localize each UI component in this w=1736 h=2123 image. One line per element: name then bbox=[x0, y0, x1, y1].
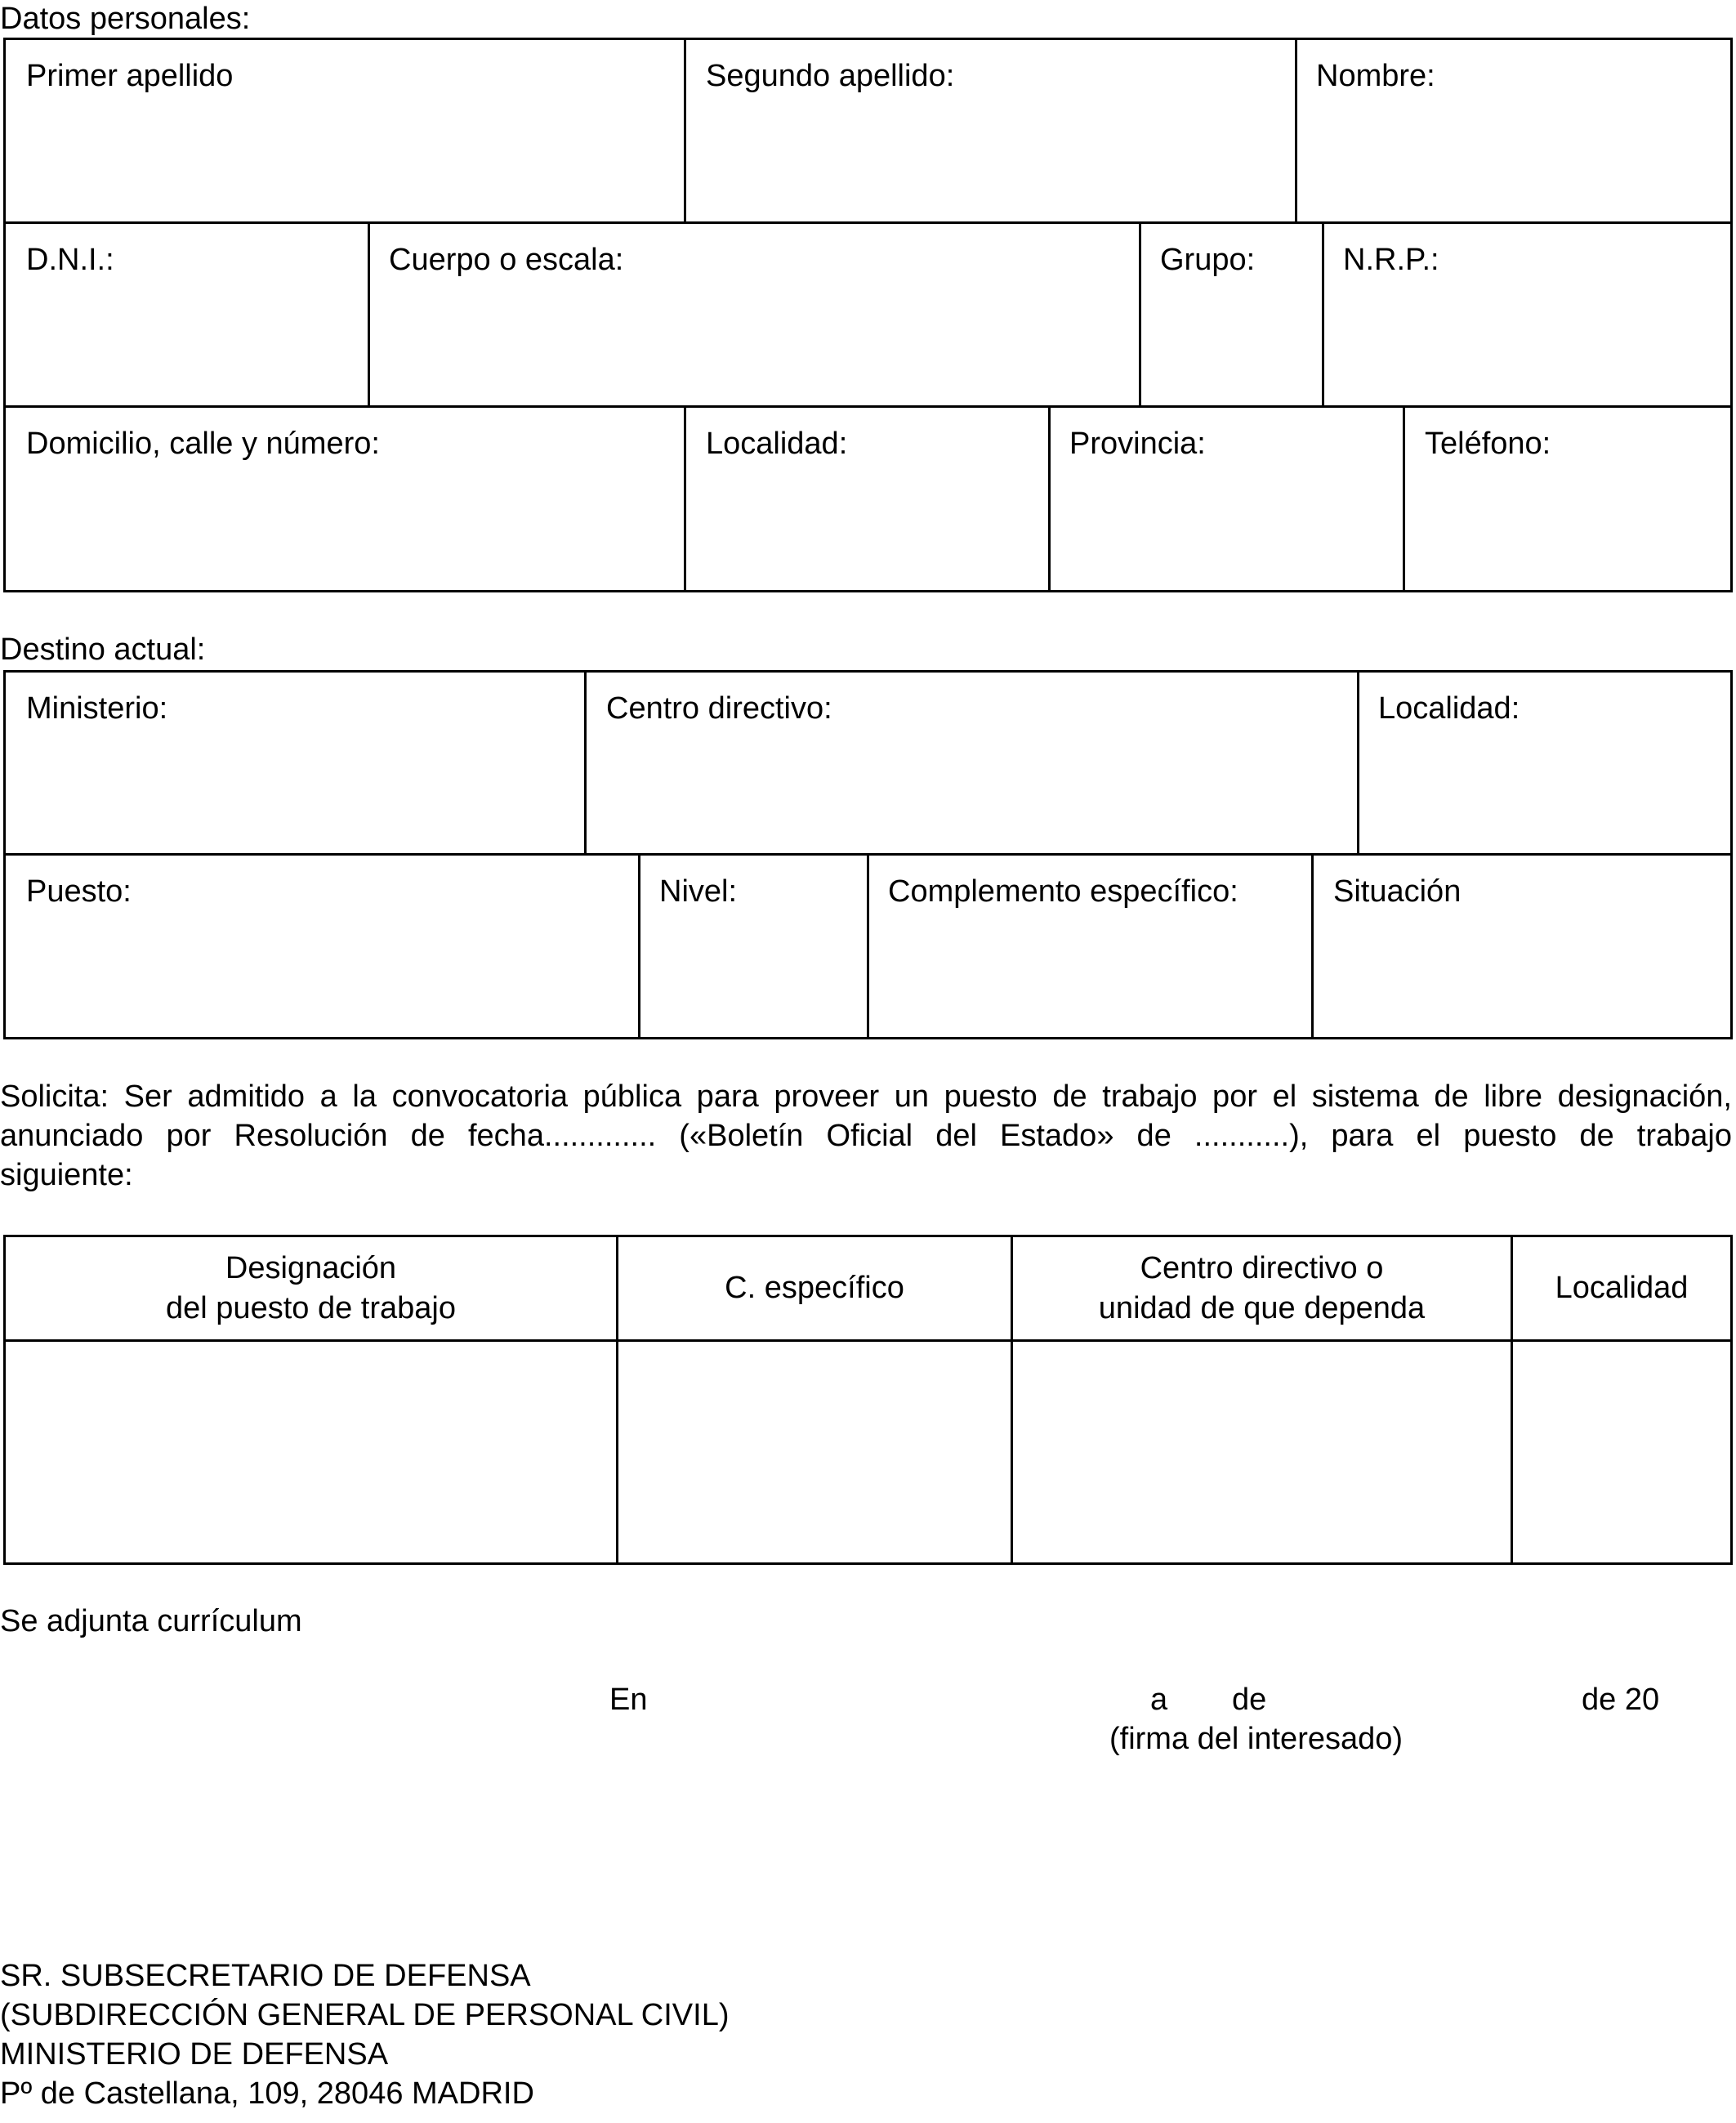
adjunta-curriculum: Se adjunta currículum bbox=[0, 1604, 302, 1638]
col-divider bbox=[1295, 38, 1297, 223]
destinatario-line-4: Pº de Castellana, 109, 28046 MADRID bbox=[0, 2076, 534, 2111]
header-c-especifico-text: C. específico bbox=[725, 1271, 904, 1306]
solicita-line-3: siguiente: bbox=[0, 1158, 133, 1192]
field-localidad[interactable]: Localidad: bbox=[706, 427, 848, 461]
col-divider bbox=[1311, 853, 1314, 1039]
firma-en: En bbox=[609, 1683, 648, 1717]
field-provincia[interactable]: Provincia: bbox=[1069, 427, 1206, 461]
field-primer-apellido[interactable]: Primer apellido bbox=[26, 59, 234, 93]
destinatario-line-2: (SUBDIRECCIÓN GENERAL DE PERSONAL CIVIL) bbox=[0, 1998, 730, 2032]
col-divider bbox=[368, 221, 370, 407]
field-domicilio[interactable]: Domicilio, calle y número: bbox=[26, 427, 380, 461]
field-puesto[interactable]: Puesto: bbox=[26, 874, 132, 909]
header-centro-directivo bbox=[1013, 1237, 1511, 1339]
cell-localidad-input[interactable] bbox=[1513, 1342, 1730, 1562]
firma-de: de bbox=[1232, 1683, 1267, 1717]
col-divider bbox=[638, 853, 640, 1039]
field-destino-localidad[interactable]: Localidad: bbox=[1378, 691, 1520, 726]
solicita-line-2: anunciado por Resolución de fecha............. («Boletín Oficial del Estado» de ...........), para el puesto de trabajo bbox=[0, 1119, 1732, 1153]
col-divider bbox=[684, 38, 686, 223]
header-centro-directivo-text: Centro directivo o unidad de que dependa bbox=[1098, 1250, 1426, 1325]
col-divider bbox=[584, 670, 587, 855]
destinatario-line-1: SR. SUBSECRETARIO DE DEFENSA bbox=[0, 1959, 531, 1993]
header-localidad bbox=[1513, 1237, 1730, 1339]
col-divider bbox=[684, 405, 686, 592]
firma-a: a bbox=[1150, 1683, 1168, 1717]
col-divider bbox=[1403, 405, 1405, 592]
field-situacion[interactable]: Situación bbox=[1333, 874, 1462, 909]
field-complemento-especifico[interactable]: Complemento específico: bbox=[888, 874, 1238, 909]
row-divider bbox=[3, 405, 1733, 408]
cell-centro-directivo-input[interactable] bbox=[1013, 1342, 1511, 1562]
header-designacion-text: Designación del puesto de trabajo bbox=[166, 1250, 456, 1325]
solicita-line-1: Solicita: Ser admitido a la convocatoria pública para proveer un puesto de trabajo por el sistema de libre designación, bbox=[0, 1079, 1732, 1114]
section-heading-destino-actual: Destino actual: bbox=[0, 632, 206, 667]
section-heading-datos-personales: Datos personales: bbox=[0, 2, 251, 36]
col-divider bbox=[1139, 221, 1141, 407]
row-divider bbox=[3, 221, 1733, 224]
field-telefono[interactable]: Teléfono: bbox=[1425, 427, 1551, 461]
field-dni[interactable]: D.N.I.: bbox=[26, 243, 114, 277]
field-nombre[interactable]: Nombre: bbox=[1316, 59, 1435, 93]
field-nivel[interactable]: Nivel: bbox=[659, 874, 738, 909]
col-divider bbox=[1048, 405, 1051, 592]
firma-interesado: (firma del interesado) bbox=[1109, 1722, 1404, 1756]
field-cuerpo-escala[interactable]: Cuerpo o escala: bbox=[389, 243, 624, 277]
cell-c-especifico-input[interactable] bbox=[618, 1342, 1011, 1562]
col-divider bbox=[1322, 221, 1324, 407]
header-designacion bbox=[6, 1237, 616, 1339]
header-localidad-text: Localidad bbox=[1555, 1271, 1689, 1306]
personal-data-table bbox=[3, 38, 1733, 592]
field-ministerio[interactable]: Ministerio: bbox=[26, 691, 168, 726]
destinatario-line-3: MINISTERIO DE DEFENSA bbox=[0, 2037, 389, 2072]
header-c-especifico bbox=[618, 1237, 1011, 1339]
field-nrp[interactable]: N.R.P.: bbox=[1343, 243, 1439, 277]
firma-de-20: de 20 bbox=[1582, 1683, 1660, 1717]
field-centro-directivo[interactable]: Centro directivo: bbox=[606, 691, 832, 726]
cell-designacion-input[interactable] bbox=[6, 1342, 616, 1562]
field-segundo-apellido[interactable]: Segundo apellido: bbox=[706, 59, 955, 93]
field-grupo[interactable]: Grupo: bbox=[1160, 243, 1256, 277]
col-divider bbox=[1357, 670, 1359, 855]
col-divider bbox=[867, 853, 869, 1039]
